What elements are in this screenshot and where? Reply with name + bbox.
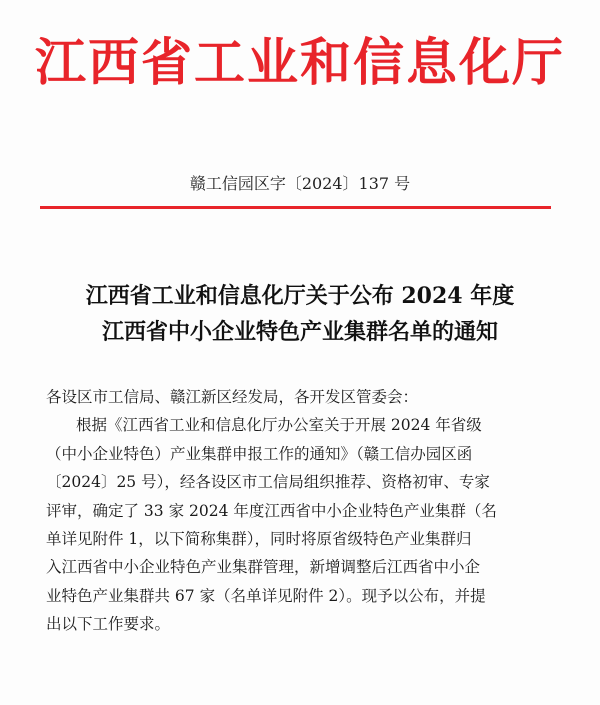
red-divider-line [40,206,551,209]
paragraph-line: 评审，确定了 33 家 2024 年度江西省中小企业特色产业集群（名 [46,501,497,520]
issuing-authority-masthead: 江西省工业和信息化厅 [34,34,565,93]
paragraph-line: 业特色产业集群共 67 家（名单详见附件 2）。现予以公布，并提 [46,586,486,605]
paragraph-line: 出以下工作要求。 [46,615,171,634]
salutation: 各设区市工信局、赣江新区经发局，各开发区管委会： [46,388,419,406]
title-line-2: 江西省中小企业特色产业集群名单的通知 [101,319,498,345]
paragraph-line: （中小企业特色）产业集群申报工作的通知》（赣工信办园区函 [46,444,473,463]
paragraph-line: 根据《江西省工业和信息化厅办公室关于开展 2024 年省级 [76,416,482,435]
paragraph-line: 〔2024〕25 号），经各设区市工信局组织推荐、资格初审、专家 [46,473,490,492]
title-line-1: 江西省工业和信息化厅关于公布 2024 年度 [85,283,515,309]
paragraph-line: 单详见附件 1，以下简称集群），同时将原省级特色产业集群归 [46,529,472,548]
document-body [46,383,571,639]
paragraph-line: 入江西省中小企业特色产业集群管理，新增调整后江西省中小企 [46,558,481,577]
document-number: 赣工信园区字〔2024〕137 号 [189,174,411,193]
document-title [20,278,580,350]
